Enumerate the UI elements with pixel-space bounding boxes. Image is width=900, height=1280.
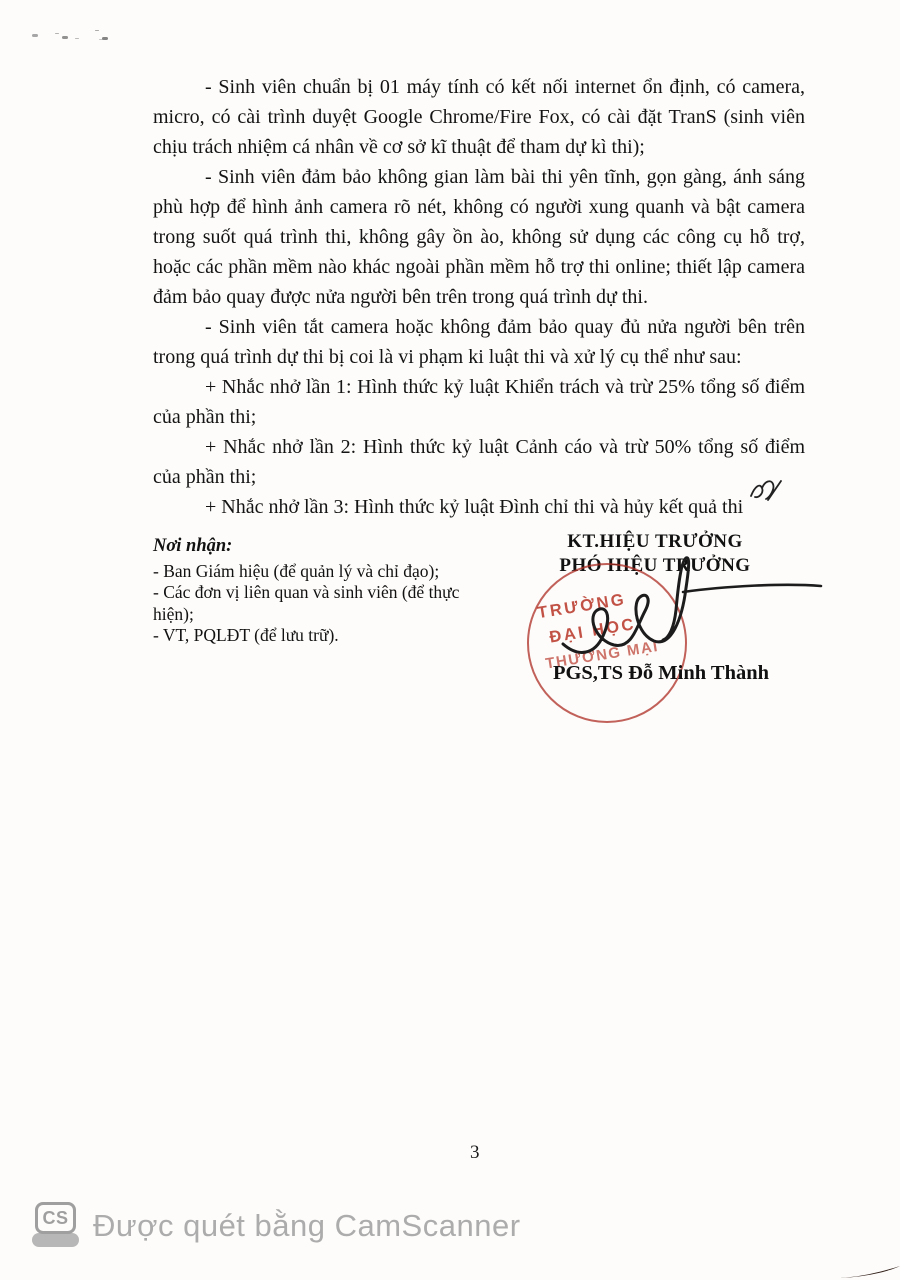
recipient-item: - Ban Giám hiệu (để quản lý và chỉ đạo);: [153, 560, 440, 581]
stamp-line-1: TRƯỜNG: [536, 590, 628, 623]
recipient-item: - VT, PQLĐT (để lưu trữ).: [153, 625, 339, 645]
paragraph-camera-violation: - Sinh viên tắt camera hoặc không đảm bảo quay đủ nửa người bên trên trong quá trình dự thi bị coi là vi phạm ki luật thi và xử lý cụ thể như sau:: [153, 316, 805, 368]
scan-smudge-artifact: [32, 34, 38, 37]
page-number: 3: [470, 1142, 480, 1163]
recipient-item: - Các đơn vị liên quan và sinh viên (để thực hiện);: [153, 582, 460, 624]
signer-name: PGS,TS Đỗ Minh Thành: [552, 662, 770, 684]
scan-edge-shadow: [840, 1262, 900, 1280]
stamp-line-3: THƯƠNG MẠI: [544, 637, 661, 673]
authority-title-line1: KT.HIỆU TRƯỞNG: [567, 531, 743, 552]
paragraph-warning-level-3: + Nhắc nhở lần 3: Hình thức kỷ luật Đình chỉ thi và hủy kết quả thi: [205, 496, 744, 518]
authority-title-line2: PHÓ HIỆU TRƯỞNG: [559, 555, 751, 576]
camscanner-watermark: [32, 1202, 521, 1249]
paragraph-computer-requirements: - Sinh viên chuẩn bị 01 máy tính có kết nối internet ổn định, có camera, micro, có cài trình duyệt Google Chrome/Fire Fox, có cài đặt TranS (sinh viên chịu trách nhiệm cá nhân về cơ sở kĩ thuật để tham dự kì thi);: [153, 76, 805, 158]
camscanner-icon: [32, 1202, 79, 1249]
signature-ink: [535, 548, 825, 668]
recipients-heading: Nơi nhận:: [153, 536, 233, 556]
handwritten-initials-mark: [748, 476, 784, 504]
paragraph-warning-level-1: + Nhắc nhở lần 1: Hình thức kỷ luật Khiển trách và trừ 25% tổng số điểm của phần thi;: [153, 376, 805, 428]
paragraph-exam-environment: - Sinh viên đảm bảo không gian làm bài thi yên tĩnh, gọn gàng, ánh sáng phù hợp để hình ảnh camera rõ nét, không có người xung quanh và bật camera trong suốt quá trình thi, không gây ồn ào, không sử dụng các công cụ hỗ trợ, hoặc các phần mềm nào khác ngoài phần mềm hỗ trợ thi online; thiết lập camera đảm bảo quay được nửa người bên trên trong quá trình dự thi.: [153, 166, 805, 308]
paragraph-warning-level-2: + Nhắc nhở lần 2: Hình thức kỷ luật Cảnh cáo và trừ 50% tổng số điểm của phần thi;: [153, 436, 805, 488]
document-body: [153, 72, 805, 522]
camscanner-icon-badge-label: CS: [35, 1202, 76, 1234]
camscanner-icon-base: [32, 1233, 79, 1247]
stamp-line-2: ĐẠI HỌC: [548, 615, 638, 647]
camscanner-watermark-label: Được quét bằng CamScanner: [93, 1207, 521, 1243]
recipients-block: [153, 536, 461, 647]
